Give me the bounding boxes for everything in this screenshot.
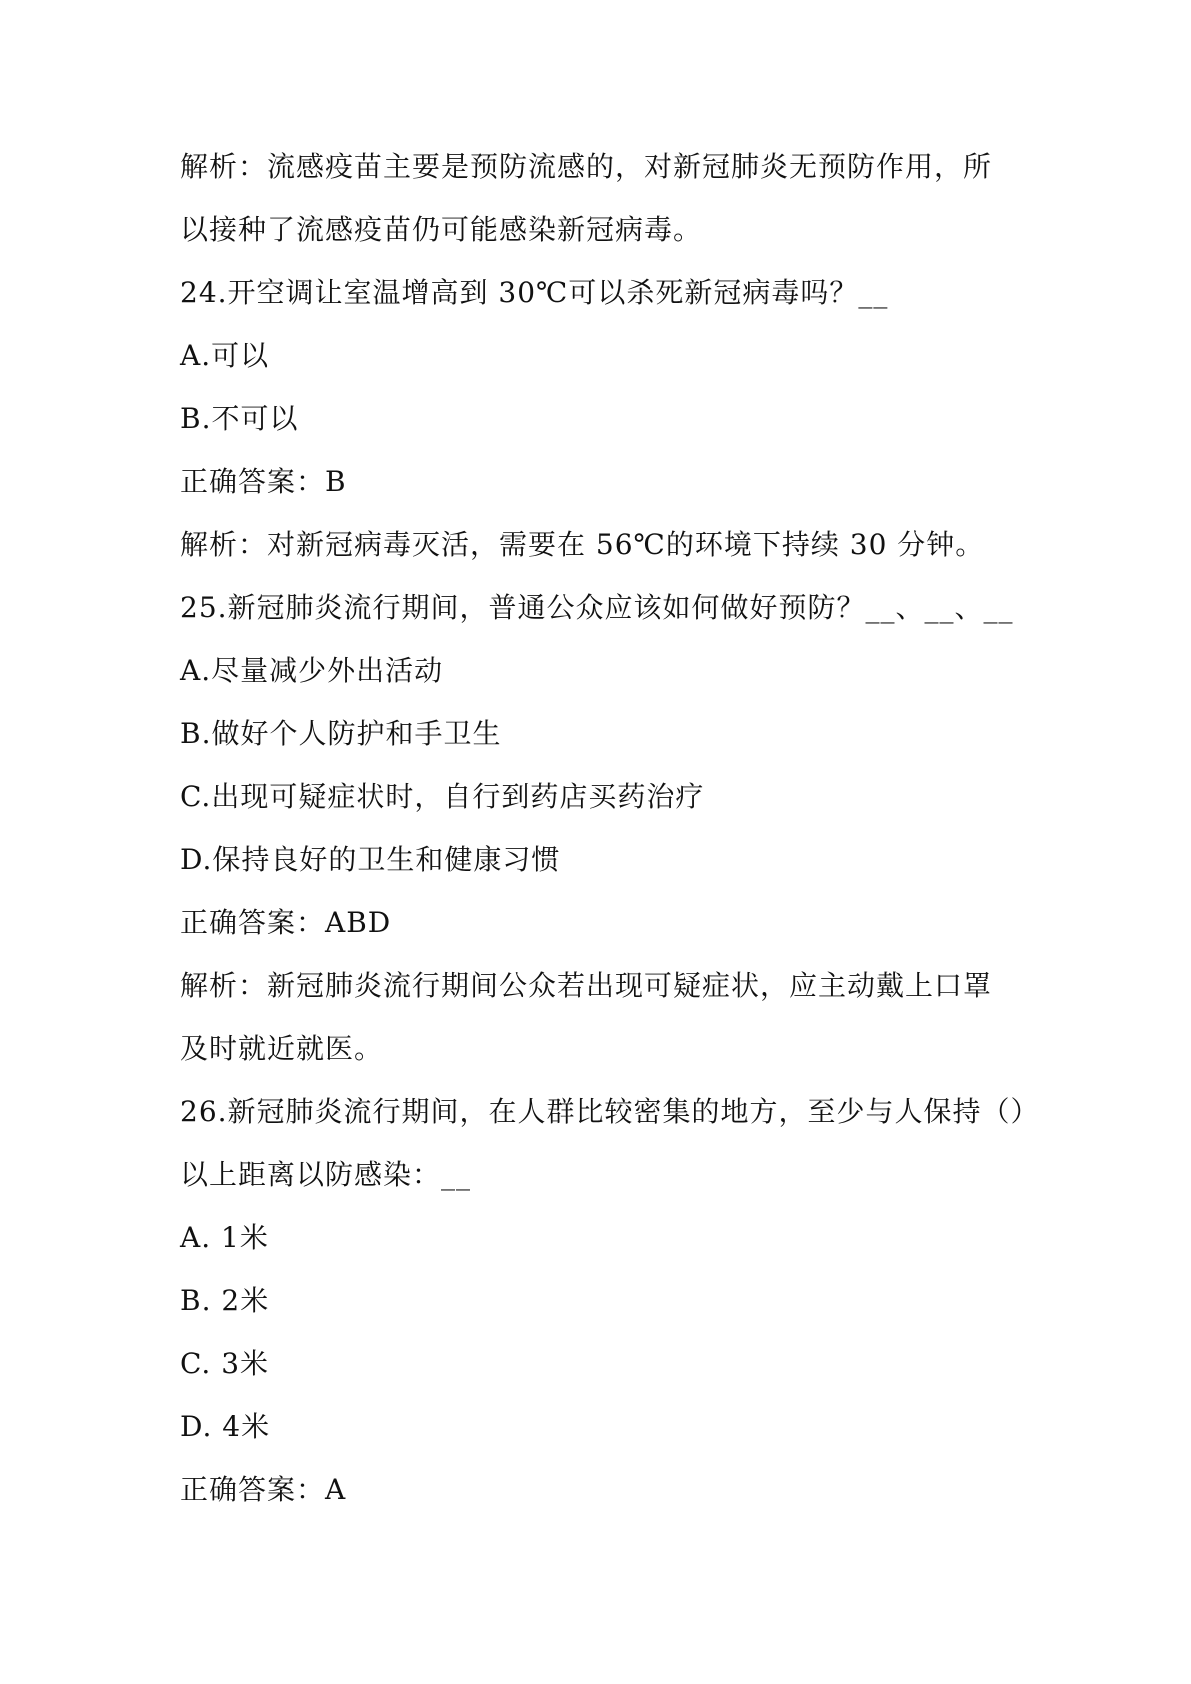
- option-25-d: D.保持良好的卫生和健康习惯: [180, 843, 561, 876]
- option-25-b: B.做好个人防护和手卫生: [180, 717, 502, 750]
- explanation-23-line-2: 以接种了流感疫苗仍可能感染新冠病毒。: [180, 213, 703, 246]
- answer-25: 正确答案：ABD: [180, 906, 392, 939]
- explanation-24: 解析：对新冠病毒灭活，需要在 56℃的环境下持续 30 分钟。: [180, 528, 985, 561]
- explanation-25-line-1: 解析：新冠肺炎流行期间公众若出现可疑症状，应主动戴上口罩: [180, 969, 993, 1002]
- question-26-line-1: 26.新冠肺炎流行期间，在人群比较密集的地方，至少与人保持（）: [180, 1095, 1040, 1128]
- explanation-23-line-1: 解析：流感疫苗主要是预防流感的，对新冠肺炎无预防作用，所: [180, 150, 993, 183]
- question-26-line-2: 以上距离以防感染：__: [180, 1158, 472, 1191]
- option-26-c: C. 3米: [180, 1347, 270, 1380]
- answer-26: 正确答案：A: [180, 1473, 347, 1506]
- option-24-b: B.不可以: [180, 402, 299, 435]
- question-24: 24.开空调让室温增高到 30℃可以杀死新冠病毒吗？__: [180, 276, 889, 309]
- option-24-a: A.可以: [180, 339, 270, 372]
- option-26-a: A. 1米: [180, 1221, 269, 1254]
- option-25-a: A.尽量减少外出活动: [180, 654, 444, 687]
- question-25: 25.新冠肺炎流行期间，普通公众应该如何做好预防？__、__、__: [180, 591, 1014, 624]
- option-26-d: D. 4米: [180, 1410, 271, 1443]
- option-25-c: C.出现可疑症状时，自行到药店买药治疗: [180, 780, 705, 813]
- option-26-b: B. 2米: [180, 1284, 270, 1317]
- answer-24: 正确答案：B: [180, 465, 347, 498]
- explanation-25-line-2: 及时就近就医。: [180, 1032, 384, 1065]
